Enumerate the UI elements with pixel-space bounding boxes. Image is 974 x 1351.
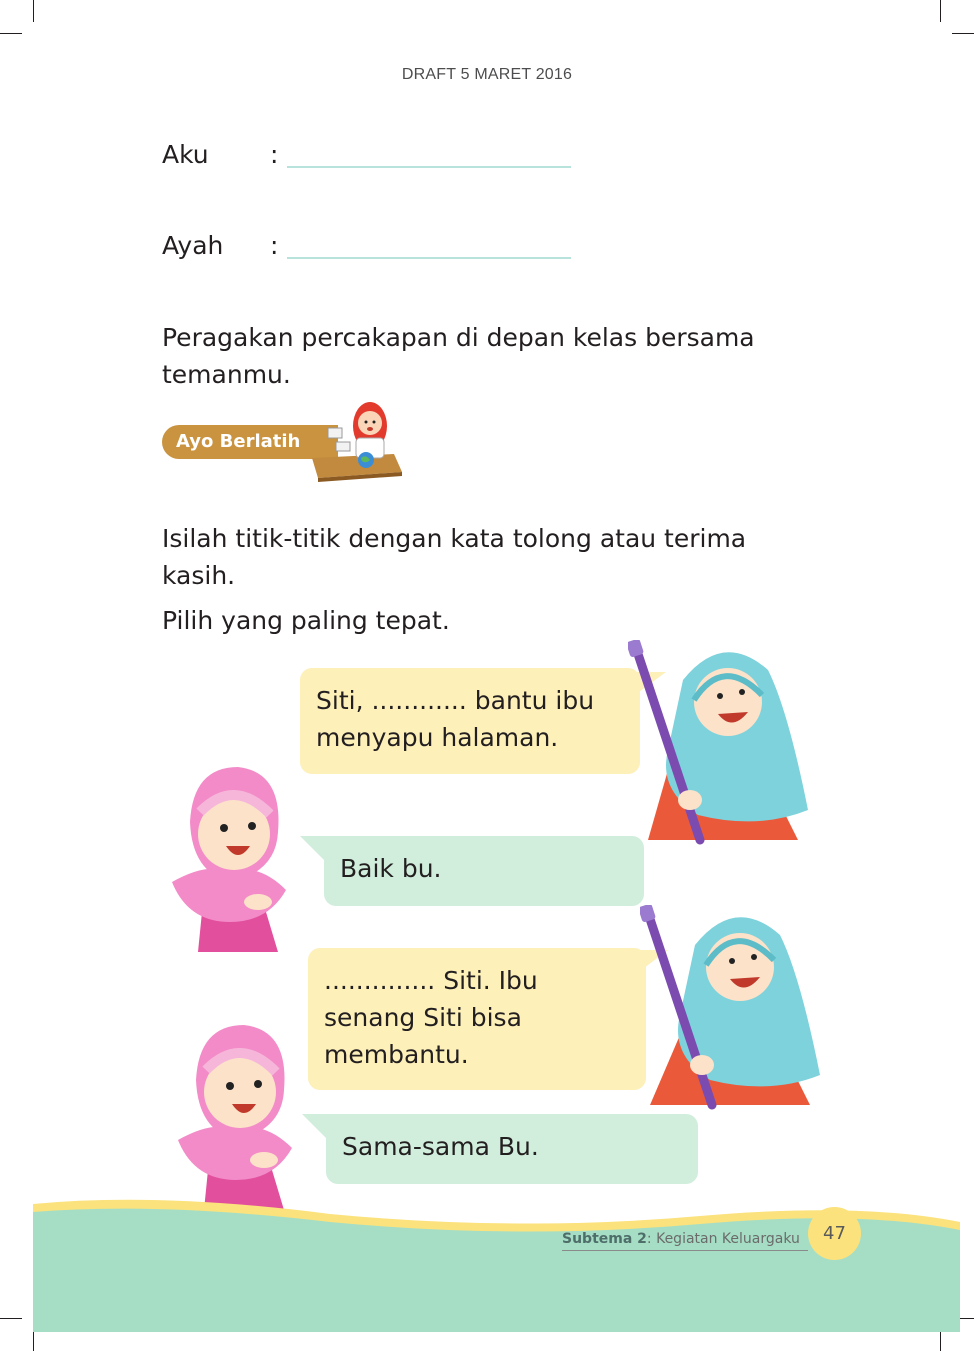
crop-mark [952, 33, 974, 34]
crop-mark [0, 33, 22, 34]
ayo-berlatih-badge: Ayo Berlatih [162, 425, 338, 459]
subtema-title: : Kegiatan Keluargaku [646, 1231, 800, 1247]
instruction-isilah [162, 520, 746, 594]
field-colon: : [270, 231, 279, 260]
answer-line-aku[interactable] [287, 166, 571, 168]
instruction-pilih: Pilih yang paling tepat. [162, 606, 450, 635]
dialogue-line: Siti, ............ bantu ibu [316, 686, 595, 715]
dialogue-line: membantu. [324, 1040, 469, 1069]
dialogue-bubble-siti-2 [326, 1114, 698, 1184]
crop-mark [940, 0, 941, 22]
mother-with-broom-illustration [640, 905, 825, 1110]
footer-wave [0, 1180, 974, 1351]
text-line: Peragakan percakapan di depan kelas bersama [162, 323, 755, 352]
dialogue-bubble-ibu-2 [308, 948, 646, 1090]
answer-line-ayah[interactable] [287, 257, 571, 259]
text-line: kasih. [162, 561, 236, 590]
dialogue-line: senang Siti bisa [324, 1003, 522, 1032]
text-line: temanmu. [162, 360, 291, 389]
instruction-peragakan [162, 319, 755, 393]
field-label-aku: Aku [162, 140, 209, 169]
siti-girl-illustration [168, 762, 293, 952]
text-line: Isilah titik-titik dengan kata tolong atau terima [162, 524, 747, 553]
dialogue-line: Sama-sama Bu. [342, 1132, 539, 1161]
page-number-badge: 47 [808, 1207, 861, 1260]
dialogue-bubble-ibu-1 [300, 668, 640, 774]
mother-with-broom-illustration [628, 640, 813, 845]
crop-mark [33, 0, 34, 22]
dialogue-line: Baik bu. [340, 854, 442, 883]
subtema-label: Subtema 2 [562, 1231, 647, 1247]
field-label-ayah: Ayah [162, 231, 224, 260]
dialogue-line: menyapu halaman. [316, 723, 559, 752]
field-colon: : [270, 140, 279, 169]
dialogue-bubble-siti-1 [324, 836, 644, 906]
footer-subtema [562, 1231, 808, 1251]
draft-header: DRAFT 5 MARET 2016 [401, 66, 573, 83]
studying-girl-illustration [306, 398, 406, 486]
dialogue-line: .............. Siti. Ibu [324, 966, 538, 995]
